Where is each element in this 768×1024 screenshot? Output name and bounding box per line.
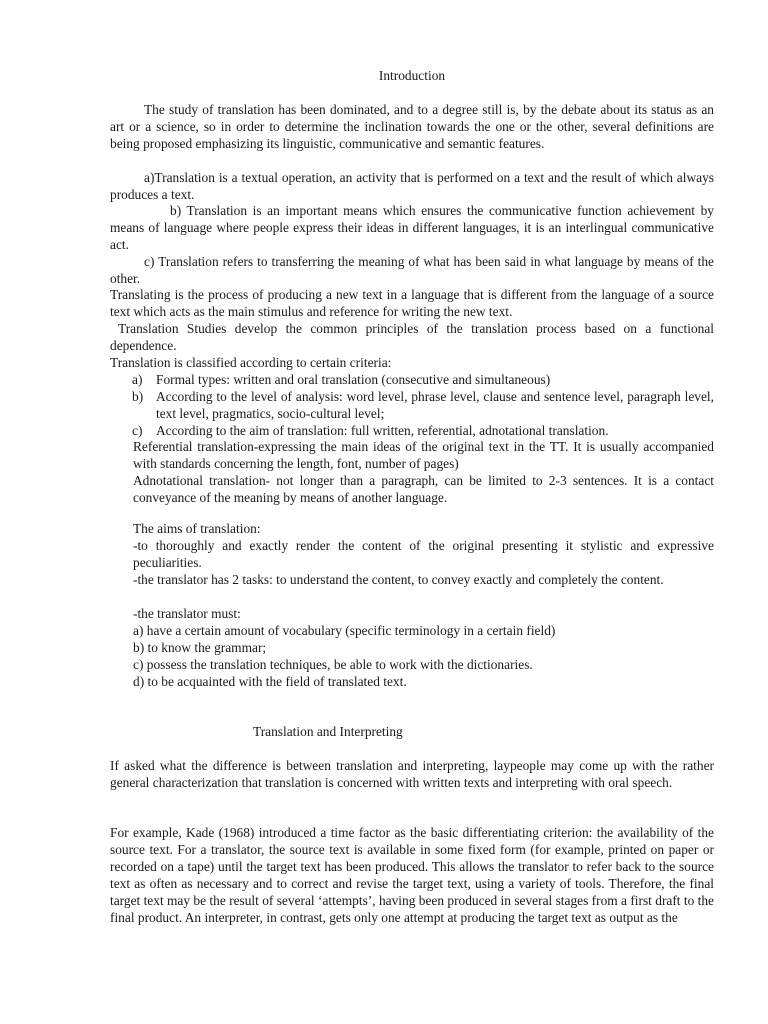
referential-translation-text: Referential translation-expressing the main ideas of the original text in the TT. It is usually accompanied with standards concerning the length, font, number of pages) (133, 439, 714, 471)
section2-paragraph-2: For example, Kade (1968) introduced a time factor as the basic differentiating criterion: the availability of the source text. For a translator, the source text is available in some fixed form (for example, printed on paper or recorded on a tape) until the target text has been produced. This allows the translator to refer back to the source text as often as necessary and to correct and revise the target text, using a variety of tools. Therefore, the final target text may be the result of several ‘attempts’, having been produced in several stages from a first draft to the final product. An interpreter, in contrast, gets only one attempt at producing the target text as output as the (110, 825, 714, 925)
list-item (110, 423, 714, 440)
aims-item: c) possess the translation techniques, be able to work with the dictionaries. (133, 657, 533, 672)
aims-item: b) to know the grammar; (133, 640, 267, 655)
aims-item: a) have a certain amount of vocabulary (specific terminology in a certain field) (133, 623, 556, 638)
list-marker: a) (132, 372, 143, 387)
list-marker: c) (132, 422, 143, 438)
aims-item: d) to be acquainted with the field of translated text. (133, 674, 407, 689)
list-item (110, 389, 714, 423)
studies-paragraph: Translation Studies develop the common principles of the translation process based on a functional dependence. (110, 321, 714, 353)
list-item-text: Formal types: written and oral translation (consecutive and simultaneous) (156, 372, 551, 387)
section-title: Translation and Interpreting (253, 724, 403, 739)
aims-heading: The aims of translation: (133, 521, 261, 536)
list-item-text: According to the aim of translation: full written, referential, adnotational translation. (156, 422, 609, 438)
definition-b: b) Translation is an important means which ensures the communicative function achievement by means of language where people express their ideas in different languages, it is an interlingual communicative act. (110, 203, 714, 252)
definition-a: a)Translation is a textual operation, an activity that is performed on a text and the result of which always produces a text. (110, 170, 714, 202)
page-title: Introduction (378, 68, 446, 83)
aims-must: -the translator must: (133, 606, 241, 621)
list-item (110, 372, 714, 389)
classification-intro: Translation is classified according to certain criteria: (110, 355, 392, 370)
translating-paragraph: Translating is the process of producing a new text in a language that is different from the language of a source text which acts as the main stimulus and reference for writing the new text. (110, 287, 714, 319)
list-item-text: According to the level of analysis: word level, phrase level, clause and sentence level, paragraph level, text level, pragmatics, socio-cultural level; (156, 388, 714, 421)
intro-paragraph: The study of translation has been dominated, and to a degree still is, by the debate about its status as an art or a science, so in order to determine the inclination towards the one or the other, several definitions are being proposed emphasizing its linguistic, communicative and semantic features. (110, 102, 714, 151)
section2-paragraph-1: If asked what the difference is between translation and interpreting, laypeople may come up with the rather general characterization that translation is concerned with written texts and interpreting with oral speech. (110, 758, 714, 790)
criteria-list (110, 372, 714, 440)
adnotational-translation-text: Adnotational translation- not longer than a paragraph, can be limited to 2-3 sentences. It is a contact conveyance of the meaning by means of another language. (133, 473, 714, 505)
aims-tasks: -the translator has 2 tasks: to understand the content, to convey exactly and completely the content. (133, 572, 664, 587)
definition-c: c) Translation refers to transferring the meaning of what has been said in what language by means of the other. (110, 254, 714, 286)
list-marker: b) (132, 388, 144, 404)
aims-render: -to thoroughly and exactly render the content of the original presenting it stylistic and expressive peculiarities. (133, 538, 714, 570)
